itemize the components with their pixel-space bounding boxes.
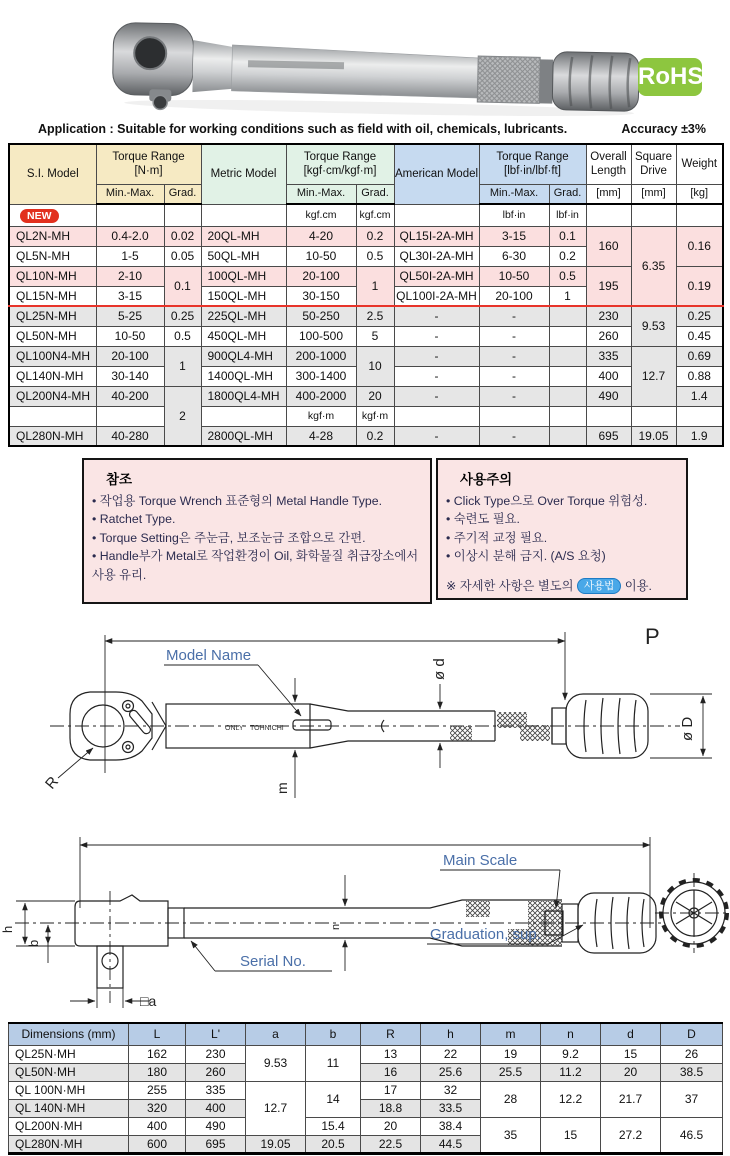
dims-model: QL280N·MH [9,1135,129,1153]
weight: 1.4 [676,386,723,406]
note-item: • 이상시 분해 금지. (A/S 요청) [446,547,680,565]
spec-row [9,226,723,246]
col-header-si-model: S.I. Model [9,144,96,204]
dims-R: 22.5 [361,1135,421,1153]
lbf-range: - [479,426,549,446]
lbf-range: - [479,326,549,346]
spec-row [9,266,723,286]
only-marking: ONLY [225,725,244,732]
nm-range: 30-140 [96,366,164,386]
dims-R: 17 [361,1081,421,1099]
dims-m: 35 [481,1117,541,1153]
usage-badge: 사용법 [577,578,621,594]
lbf-range: 3-15 [479,226,549,246]
main-scale-label: Main Scale [443,852,518,869]
col-header-torque-lbf [479,144,586,184]
weight: 0.25 [676,306,723,326]
si-model: QL5N-MH [9,246,96,266]
note-item: • Handle부가 Metal로 작업환경이 Oil, 화학물질 취급장소에서 사용 유리. [92,547,424,584]
note-item: • 작업용 Torque Wrench 표준형의 Metal Handle Type. [92,492,424,510]
brand-marking: TOHNICHI [250,725,284,732]
lbf-grad: 0.1 [549,226,586,246]
dims-h: 38.4 [421,1117,481,1135]
kgf-grad: 2.5 [356,306,394,326]
dim-label-b: b [26,939,41,947]
accuracy-text: Accuracy ±3% [621,122,706,136]
lbf-grad [549,346,586,366]
overall-length: 260 [586,326,631,346]
subheader-grad: Grad. [164,184,201,204]
overall-length: 230 [586,306,631,326]
dims-Lprime: 490 [186,1117,246,1135]
lbf-range: - [479,306,549,326]
dims-header: L' [186,1023,246,1045]
lbf-range: 10-50 [479,266,549,286]
dims-n: 11.2 [541,1063,601,1081]
dims-model: QL50N·MH [9,1063,129,1081]
square-drive: 6.35 [631,226,676,306]
square-drive: 12.7 [631,346,676,406]
kgf-range: 100-500 [286,326,356,346]
si-model: QL280N-MH [9,426,96,446]
dims-header: d [601,1023,661,1045]
dims-d: 27.2 [601,1117,661,1153]
kgf-unit-label: [kgf·cm/kgf·m] [303,165,377,178]
kgf-range: 50-250 [286,306,356,326]
lbf-range: - [479,346,549,366]
lbf-grad [549,366,586,386]
weight: 0.45 [676,326,723,346]
dims-h: 44.5 [421,1135,481,1153]
col-header-weight: Weight [676,144,723,184]
square-drive: 19.05 [631,426,676,446]
dims-a: 9.53 [246,1045,306,1081]
dims-Lprime: 695 [186,1135,246,1153]
kgf-grad: 0.5 [356,246,394,266]
american-model: - [394,306,479,326]
kgf-grad: 0.2 [356,226,394,246]
dims-h: 33.5 [421,1099,481,1117]
dims-R: 20 [361,1117,421,1135]
kgf-range: 200-1000 [286,346,356,366]
metric-model: 450QL-MH [201,326,286,346]
note-title: 사용주의 [460,472,513,487]
si-model: QL50N-MH [9,326,96,346]
model-name-label: Model Name [166,647,252,664]
product-photo [0,6,730,118]
note-item: • 숙련도 필요. [446,510,680,528]
lbf-grad: 0.5 [549,266,586,286]
dims-n: 15 [541,1117,601,1153]
nm-range: 40-200 [96,386,164,406]
american-model: QL50I-2A-MH [394,266,479,286]
subheader-mm: [mm] [586,184,631,204]
metric-model: 1400QL-MH [201,366,286,386]
nm-range: 40-280 [96,426,164,446]
dims-L: 162 [129,1045,186,1063]
dims-D: 26 [661,1045,723,1063]
dims-D: 37 [661,1081,723,1117]
footnote-pre: ※ 자세한 사항은 별도의 [446,578,574,593]
col-header-american-model: American Model [394,144,479,204]
note-title: 참조 [106,472,133,487]
lbf-range: 6-30 [479,246,549,266]
unit-lbfin: lbf·in [549,204,586,226]
spec-row [9,306,723,326]
col-header-metric-model: Metric Model [201,144,286,204]
dims-Lprime: 260 [186,1063,246,1081]
dims-Lprime: 230 [186,1045,246,1063]
col-header-square-drive: Square Drive [631,144,676,184]
weight: 1.9 [676,426,723,446]
metric-model: 2800QL-MH [201,426,286,446]
dims-h: 32 [421,1081,481,1099]
overall-length: 490 [586,386,631,406]
dimension-diagram-top [0,608,730,806]
dims-a: 19.05 [246,1135,306,1153]
metric-model: 50QL-MH [201,246,286,266]
col-header-torque-kgf [286,144,394,184]
overall-length: 400 [586,366,631,386]
kgf-grad: 0.2 [356,426,394,446]
dims-header: h [421,1023,481,1045]
nm-range: 5-25 [96,306,164,326]
metric-model: 225QL-MH [201,306,286,326]
torque-wrench-photo [0,6,730,118]
dims-h: 22 [421,1045,481,1063]
dims-m: 25.5 [481,1063,541,1081]
kgf-grad: 1 [356,266,394,306]
dims-R: 13 [361,1045,421,1063]
note-item: • Click Type으로 Over Torque 위험성. [446,492,680,510]
subheader-minmax: Min.-Max. [286,184,356,204]
footnote-post: 이용. [624,578,652,593]
spec-row [9,326,723,346]
dim-label-p: P [645,624,660,649]
si-model: QL200N4-MH [9,386,96,406]
american-model: QL15I-2A-MH [394,226,479,246]
torque-range-label: Torque Range [112,150,185,163]
col-header-overall-length: Overall Length [586,144,631,184]
new-badge-cell [9,204,96,226]
nm-grad: 0.25 [164,306,201,326]
si-model: QL140N-MH [9,366,96,386]
torque-range-label: Torque Range [496,150,569,163]
torque-range-label: Torque Range [303,150,377,163]
dims-d: 21.7 [601,1081,661,1117]
lbf-grad: 0.2 [549,246,586,266]
american-model: QL100I-2A-MH [394,286,479,306]
lbf-unit-label: [lbf·in/lbf·ft] [504,165,561,178]
application-line [0,122,730,138]
lbf-grad [549,306,586,326]
lbf-grad: 1 [549,286,586,306]
unit-kgfcm: kgf.cm [356,204,394,226]
note-item: • 주기적 교정 필요. [446,529,680,547]
dims-d: 20 [601,1063,661,1081]
metric-model: 1800QL4-MH [201,386,286,406]
american-model: - [394,326,479,346]
dim-label-D: ø D [679,716,696,741]
spec-table [8,143,724,447]
dims-L: 320 [129,1099,186,1117]
metric-model: 900QL4-MH [201,346,286,366]
unit-lbfin: lbf·in [479,204,549,226]
dims-n: 9.2 [541,1045,601,1063]
dims-m: 19 [481,1045,541,1063]
overall-length: 695 [586,426,631,446]
dims-model: QL25N·MH [9,1045,129,1063]
spec-row [9,426,723,446]
metric-model: 150QL-MH [201,286,286,306]
subheader-grad: Grad. [356,184,394,204]
dims-header-row [9,1023,723,1045]
unit-kgfcm: kgf.cm [286,204,356,226]
dims-row [9,1117,723,1135]
american-model: QL30I-2A-MH [394,246,479,266]
reference-note-box [82,458,432,604]
dim-label-h: h [0,925,15,933]
dims-b: 15.4 [306,1117,361,1135]
dims-model: QL200N·MH [9,1117,129,1135]
metric-model: 100QL-MH [201,266,286,286]
dims-d: 15 [601,1045,661,1063]
dims-R: 18.8 [361,1099,421,1117]
lbf-range: 20-100 [479,286,549,306]
dims-header: D [661,1023,723,1045]
spec-row [9,386,723,406]
dims-row [9,1081,723,1099]
american-model: - [394,366,479,386]
nm-grad: 1 [164,346,201,386]
kgf-grad: 5 [356,326,394,346]
unit-kgfm: kgf·m [356,406,394,426]
dims-header: a [246,1023,306,1045]
dims-h: 25.6 [421,1063,481,1081]
dims-Lprime: 335 [186,1081,246,1099]
subheader-grad: Grad. [549,184,586,204]
kgf-range: 300-1400 [286,366,356,386]
nm-grad: 0.5 [164,326,201,346]
nm-grad: 0.1 [164,266,201,306]
dims-D: 46.5 [661,1117,723,1153]
kgf-range: 4-28 [286,426,356,446]
dims-header: L [129,1023,186,1045]
nm-range: 3-15 [96,286,164,306]
dims-n: 12.2 [541,1081,601,1117]
dims-L: 400 [129,1117,186,1135]
dims-D: 38.5 [661,1063,723,1081]
dimensions-table [8,1022,723,1155]
si-model: QL10N-MH [9,266,96,286]
overall-length: 195 [586,266,631,306]
si-model: QL25N-MH [9,306,96,326]
dims-header: n [541,1023,601,1045]
unit-kgfm: kgf·m [286,406,356,426]
nm-range: 2-10 [96,266,164,286]
american-model: - [394,426,479,446]
lbf-range: - [479,366,549,386]
col-header-torque-nm [96,144,201,184]
nm-range: 10-50 [96,326,164,346]
note-item: • Ratchet Type. [92,510,424,528]
note-footnote [446,576,686,594]
dims-model: QL 100N·MH [9,1081,129,1099]
dims-a: 12.7 [246,1081,306,1135]
dims-m: 28 [481,1081,541,1117]
subheader-mm: [mm] [631,184,676,204]
dims-header: m [481,1023,541,1045]
dims-L: 180 [129,1063,186,1081]
nm-grad: 0.02 [164,226,201,246]
overall-length: 160 [586,226,631,266]
dims-L: 600 [129,1135,186,1153]
dims-Lprime: 400 [186,1099,246,1117]
subheader-minmax: Min.-Max. [96,184,164,204]
dims-L: 255 [129,1081,186,1099]
kgf-range: 30-150 [286,286,356,306]
american-model: - [394,346,479,366]
kgf-range: 20-100 [286,266,356,286]
kgf-grad: 10 [356,346,394,386]
lbf-grad [549,386,586,406]
dim-label-a: □a [140,993,157,1009]
dims-header: R [361,1023,421,1045]
nm-unit-label: [N·m] [134,165,163,178]
rohs-logo: RoHS [638,58,702,96]
dims-model: QL 140N·MH [9,1099,129,1117]
american-model: - [394,386,479,406]
lbf-range: - [479,386,549,406]
square-drive: 9.53 [631,306,676,346]
kgf-range: 400-2000 [286,386,356,406]
dims-b: 20.5 [306,1135,361,1153]
serial-no-label: Serial No. [240,953,306,970]
dim-label-m: m [274,782,290,794]
weight: 0.88 [676,366,723,386]
spec-unit-row [9,406,723,426]
dims-b: 11 [306,1045,361,1081]
new-badge: NEW [20,209,59,223]
weight: 0.69 [676,346,723,366]
dims-header: b [306,1023,361,1045]
nm-grad: 2 [164,386,201,446]
dim-label-n: n [330,923,342,930]
si-model: QL2N-MH [9,226,96,246]
dims-header: Dimensions (mm) [9,1023,129,1045]
metric-model: 20QL-MH [201,226,286,246]
graduation-label: Graduation, sup. [430,926,541,943]
application-text: Application : Suitable for working conditions such as field with oil, chemicals, lubricants. [38,122,568,136]
subheader-minmax: Min.-Max. [479,184,549,204]
nm-range: 1-5 [96,246,164,266]
dim-label-r: R [42,773,63,793]
kgf-range: 4-20 [286,226,356,246]
spec-row [9,346,723,366]
nm-range: 20-100 [96,346,164,366]
dims-row [9,1063,723,1081]
nm-grad: 0.05 [164,246,201,266]
dim-label-d: ø d [431,658,448,680]
si-model: QL15N-MH [9,286,96,306]
lbf-grad [549,326,586,346]
dims-row [9,1045,723,1063]
note-item: • Torque Setting은 주눈금, 보조눈금 조합으로 간편. [92,529,424,547]
dimension-diagram-bottom [0,803,730,1018]
kgf-range: 10-50 [286,246,356,266]
weight: 0.16 [676,226,723,266]
overall-length: 335 [586,346,631,366]
si-model: QL100N4-MH [9,346,96,366]
dims-R: 16 [361,1063,421,1081]
lbf-grad [549,426,586,446]
dims-b: 14 [306,1081,361,1117]
kgf-grad: 20 [356,386,394,406]
subheader-kg: [kg] [676,184,723,204]
caution-note-box [436,458,688,600]
weight: 0.19 [676,266,723,306]
nm-range: 0.4-2.0 [96,226,164,246]
